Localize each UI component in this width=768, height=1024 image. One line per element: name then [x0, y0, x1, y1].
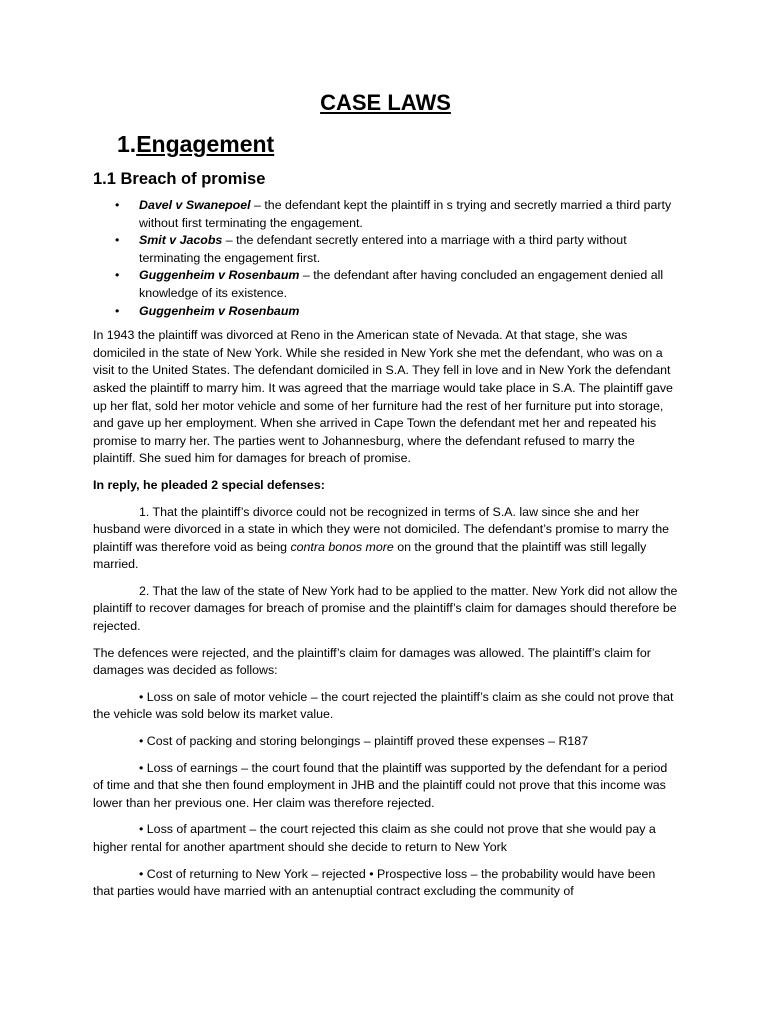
defense-paragraph-1 — [93, 504, 678, 574]
bullet-icon: • — [115, 268, 120, 283]
case-list-item — [93, 232, 678, 267]
defense-paragraph-2: 2. That the law of the state of New York had to be applied to the matter. New York did not allow the plaintiff to recover damages for breach of promise and the plaintiff’s claim for damages should therefore be rejected. — [93, 583, 678, 634]
case-description: – the defendant secretly entered into a marriage with a third party without terminating the engagement first. — [139, 233, 627, 265]
case-name: Guggenheim v Rosenbaum — [139, 303, 300, 318]
reply-heading: In reply, he pleaded 2 special defenses: — [93, 477, 325, 492]
case-name: Guggenheim v Rosenbaum — [139, 268, 300, 283]
defense-1-text-end: on the ground that the plaintiff was still legally married. — [93, 539, 647, 572]
case-description: – the defendant kept the plaintiff in s trying and secretly married a third party without first terminating the engagement. — [139, 198, 672, 230]
bullet-icon: • — [115, 233, 120, 248]
latin-term: contra bonos more — [290, 539, 394, 554]
case-list-item — [93, 303, 678, 321]
defense-1-text: 1. That the plaintiff’s divorce could not be recognized in terms of S.A. law since she and her husband were divorced in a state in which they were not domiciled. The defendant’s promise to marry the plaintiff was therefore void as being — [93, 504, 670, 554]
case-list-item — [93, 267, 678, 302]
damages-item: • Loss on sale of motor vehicle – the court rejected the plaintiff’s claim as she could not prove that the vehicle was sold below its market value. — [93, 689, 674, 722]
bullet-icon: • — [115, 198, 120, 212]
case-description: – the defendant after having concluded an engagement denied all knowledge of its existence. — [139, 268, 664, 300]
damages-item: • Cost of packing and storing belongings – plaintiff proved these expenses – R187 — [139, 734, 589, 749]
case-name: Smit v Jacobs — [139, 233, 223, 248]
facts-paragraph: In 1943 the plaintiff was divorced at Reno in the American state of Nevada. At that stage, she was domiciled in the state of New York. While she resided in New York she met the defendant, who was on a visit to the United States. The defendant domiciled in S.A. They fell in love and in New York the defendant asked the plaintiff to marry him. It was agreed that the marriage would take place in S.A. The plaintiff gave up her flat, sold her motor vehicle and some of her furniture had the rest of her furniture put into storage, and gave up her employment. When she arrived in Cape Town the defendant met her and repeated his promise to marry her. The parties went to Johannesburg, where the defendant refused to marry the plaintiff. She sued him for damages for breach of promise. — [93, 328, 673, 466]
damages-item: • Loss of apartment – the court rejected this claim as she could not prove that she would pay a higher rental for another apartment should she decide to return to New York — [93, 822, 656, 854]
bullet-icon: • — [115, 303, 120, 318]
subsection-heading-breach-of-promise: 1.1 Breach of promise — [93, 170, 266, 188]
case-name: Davel v Swanepoel — [139, 198, 251, 212]
document-title: CASE LAWS — [320, 90, 451, 115]
damages-item: • Cost of returning to New York – rejected • Prospective loss – the probability would have been that parties would have married with an antenuptial contract excluding the community of — [93, 866, 656, 899]
damages-item: • Loss of earnings – the court found that the plaintiff was supported by the defendant for a period of time and that she then found employment in JHB and the plaintiff could not prove that this income was lower than her previous one. Her claim was therefore rejected. — [93, 760, 668, 810]
outcome-paragraph: The defences were rejected, and the plaintiff’s claim for damages was allowed. The plaintiff’s claim for damages was decided as follows: — [93, 645, 651, 678]
case-list-item — [93, 197, 678, 232]
section-title: Engagement — [136, 131, 275, 157]
case-list — [93, 197, 678, 320]
section-number: 1. — [117, 131, 137, 157]
document-page — [93, 88, 678, 910]
section-heading-engagement — [117, 129, 678, 159]
